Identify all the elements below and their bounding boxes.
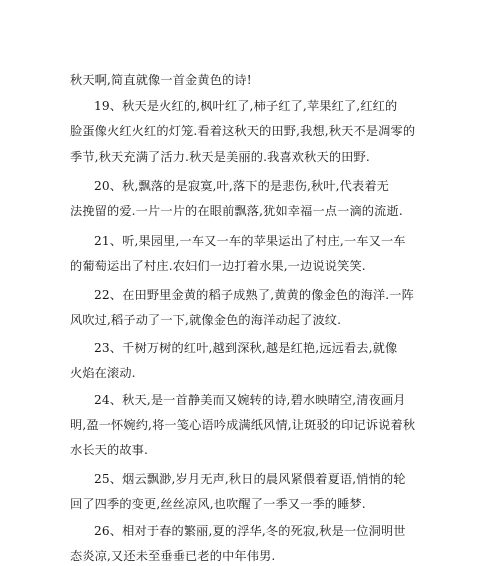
paragraph-24-line-2: 明,盈一怀婉约,将一笺心语吟成满纸风情,让斑驳的印记诉说着秋 bbox=[70, 418, 416, 432]
text-line: 秋天啊,简直就像一首金黄色的诗! bbox=[70, 73, 252, 87]
paragraph-23-line-1: 23、千树万树的红叶,越到深秋,越是红艳,远远看去,就像 bbox=[94, 341, 398, 355]
paragraph-22-line-1: 22、在田野里金黄的稻子成熟了,黄黄的像金色的海洋.一阵 bbox=[94, 288, 414, 302]
paragraph-24-line-3: 水长天的故事. bbox=[70, 443, 149, 457]
paragraph-23-line-2: 火焰在滚动. bbox=[70, 366, 136, 380]
paragraph-24-line-1: 24、秋天,是一首静美而又婉转的诗,碧水映晴空,清夜画月 bbox=[94, 393, 406, 407]
paragraph-21-line-1: 21、听,果园里,一车又一车的苹果运出了村庄,一车又一车 bbox=[94, 234, 406, 248]
paragraph-20-line-1: 20、秋,飘落的是寂寞,叶,落下的是悲伤,秋叶,代表着无 bbox=[94, 179, 390, 193]
paragraph-26-line-1: 26、相对于春的繁丽,夏的浮华,冬的死寂,秋是一位洞明世 bbox=[94, 524, 406, 538]
paragraph-25-line-1: 25、烟云飘渺,岁月无声,秋日的晨风紧偎着夏语,悄悄的轮 bbox=[94, 472, 406, 486]
paragraph-25-line-2: 回了四季的变更,丝丝凉风,也吹醒了一季又一季的睡梦. bbox=[70, 497, 366, 511]
paragraph-19-line-1: 19、秋天是火红的,枫叶红了,柿子红了,苹果红了,红红的 bbox=[94, 99, 398, 113]
paragraph-19-line-2: 脸蛋像火红火红的灯笼.看着这秋天的田野,我想,秋天不是凋零的 bbox=[70, 124, 416, 138]
paragraph-20-line-2: 法挽留的爱.一片一片的在眼前飘落,犹如幸福一点一滴的流逝. bbox=[70, 204, 403, 218]
paragraph-21-line-2: 的葡萄运出了村庄.农妇们一边打着水果,一边说说笑笑. bbox=[70, 259, 366, 273]
paragraph-22-line-2: 风吹过,稻子动了一下,就像金色的海洋动起了波纹. bbox=[70, 313, 342, 327]
paragraph-19-line-3: 季节,秋天充满了活力.秋天是美丽的.我喜欢秋天的田野. bbox=[70, 150, 370, 164]
paragraph-26-line-2: 态炎凉,又还未至垂垂已老的中年伟男. bbox=[70, 549, 276, 563]
